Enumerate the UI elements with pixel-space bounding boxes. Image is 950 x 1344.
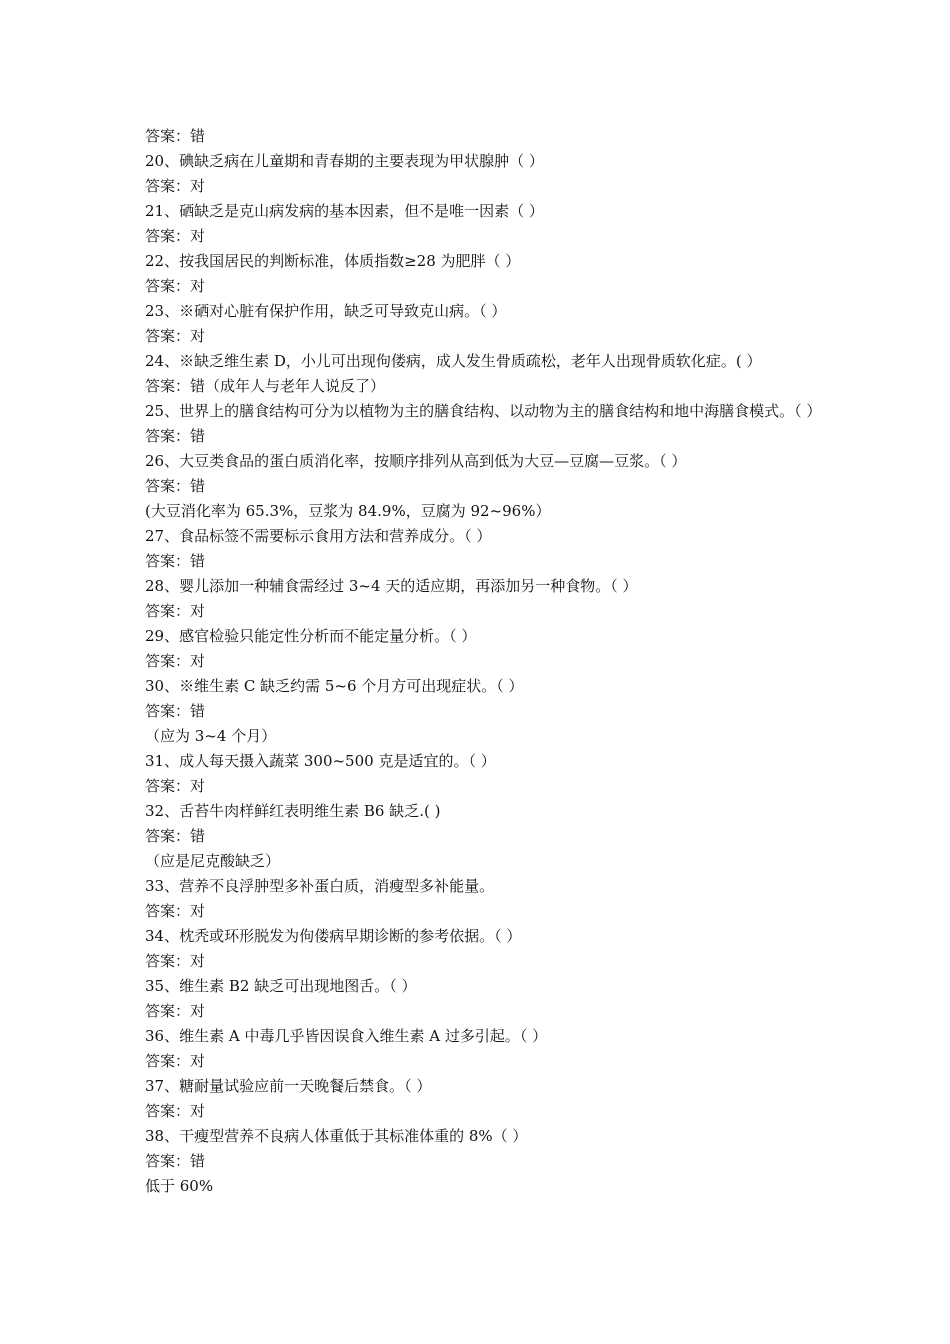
question-35: 35、维生素 B2 缺乏可出现地图舌。（ ）: [145, 977, 417, 995]
answer-line: 答案：对: [145, 952, 206, 970]
question-27: 27、食品标签不需要标示食用方法和营养成分。（ ）: [145, 527, 492, 545]
question-36: 36、维生素 A 中毒几乎皆因误食入维生素 A 过多引起。（ ）: [145, 1027, 548, 1045]
question-20: 20、碘缺乏病在儿童期和青春期的主要表现为甲状腺肿（ ）: [145, 152, 544, 170]
answer-line: 答案：错（成年人与老年人说反了）: [145, 377, 386, 395]
answer-line: 答案：错: [145, 477, 206, 495]
question-29: 29、感官检验只能定性分析而不能定量分析。（ ）: [145, 627, 477, 645]
answer-line: 答案：对: [145, 652, 206, 670]
answer-line: 答案：对: [145, 1002, 206, 1020]
answer-line: 答案：错: [145, 702, 206, 720]
answer-line: 答案：错: [145, 552, 206, 570]
question-37: 37、糖耐量试验应前一天晚餐后禁食。（ ）: [145, 1077, 432, 1095]
question-26: 26、大豆类食品的蛋白质消化率，按顺序排列从高到低为大豆—豆腐—豆浆。（ ）: [145, 452, 687, 470]
question-34: 34、枕秃或环形脱发为佝偻病早期诊断的参考依据。（ ）: [145, 927, 522, 945]
question-38: 38、干瘦型营养不良病人体重低于其标准体重的 8%（ ）: [145, 1127, 528, 1145]
answer-line: 答案：对: [145, 327, 206, 345]
answer-line: 答案：错: [145, 427, 206, 445]
answer-line: 答案：错: [145, 127, 206, 145]
answer-note: （应是尼克酸缺乏）: [145, 852, 281, 870]
answer-note: （应为 3~4 个月）: [145, 727, 277, 745]
answer-line: 答案：对: [145, 902, 206, 920]
answer-line: 答案：对: [145, 177, 206, 195]
answer-note: (大豆消化率为 65.3%，豆浆为 84.9%，豆腐为 92~96%）: [145, 502, 551, 520]
document-page: [145, 124, 825, 1199]
answer-line: 答案：错: [145, 827, 206, 845]
answer-line: 答案：对: [145, 1102, 206, 1120]
answer-line: 答案：对: [145, 277, 206, 295]
answer-line: 答案：对: [145, 602, 206, 620]
question-22: 22、按我国居民的判断标准，体质指数≥28 为肥胖（ ）: [145, 252, 521, 270]
question-33: 33、营养不良浮肿型多补蛋白质，消瘦型多补能量。: [145, 877, 495, 895]
question-32: 32、舌苔牛肉样鲜红表明维生素 B6 缺乏.( ): [145, 802, 441, 820]
question-30: 30、※维生素 C 缺乏约需 5~6 个月方可出现症状。（ ）: [145, 677, 524, 695]
answer-line: 答案：对: [145, 1052, 206, 1070]
question-23: 23、※硒对心脏有保护作用，缺乏可导致克山病。（ ）: [145, 302, 507, 320]
answer-note: 低于 60%: [145, 1177, 214, 1195]
question-31: 31、成人每天摄入蔬菜 300~500 克是适宜的。（ ）: [145, 752, 496, 770]
question-21: 21、硒缺乏是克山病发病的基本因素，但不是唯一因素（ ）: [145, 202, 544, 220]
answer-line: 答案：错: [145, 1152, 206, 1170]
question-24: 24、※缺乏维生素 D，小儿可出现佝偻病，成人发生骨质疏松，老年人出现骨质软化症。( ）: [145, 352, 762, 370]
answer-line: 答案：对: [145, 227, 206, 245]
question-28: 28、婴儿添加一种辅食需经过 3~4 天的适应期，再添加另一种食物。（ ）: [145, 577, 638, 595]
answer-line: 答案：对: [145, 777, 206, 795]
question-25: 25、世界上的膳食结构可分为以植物为主的膳食结构、以动物为主的膳食结构和地中海膳食模式。（ ）: [145, 402, 822, 420]
